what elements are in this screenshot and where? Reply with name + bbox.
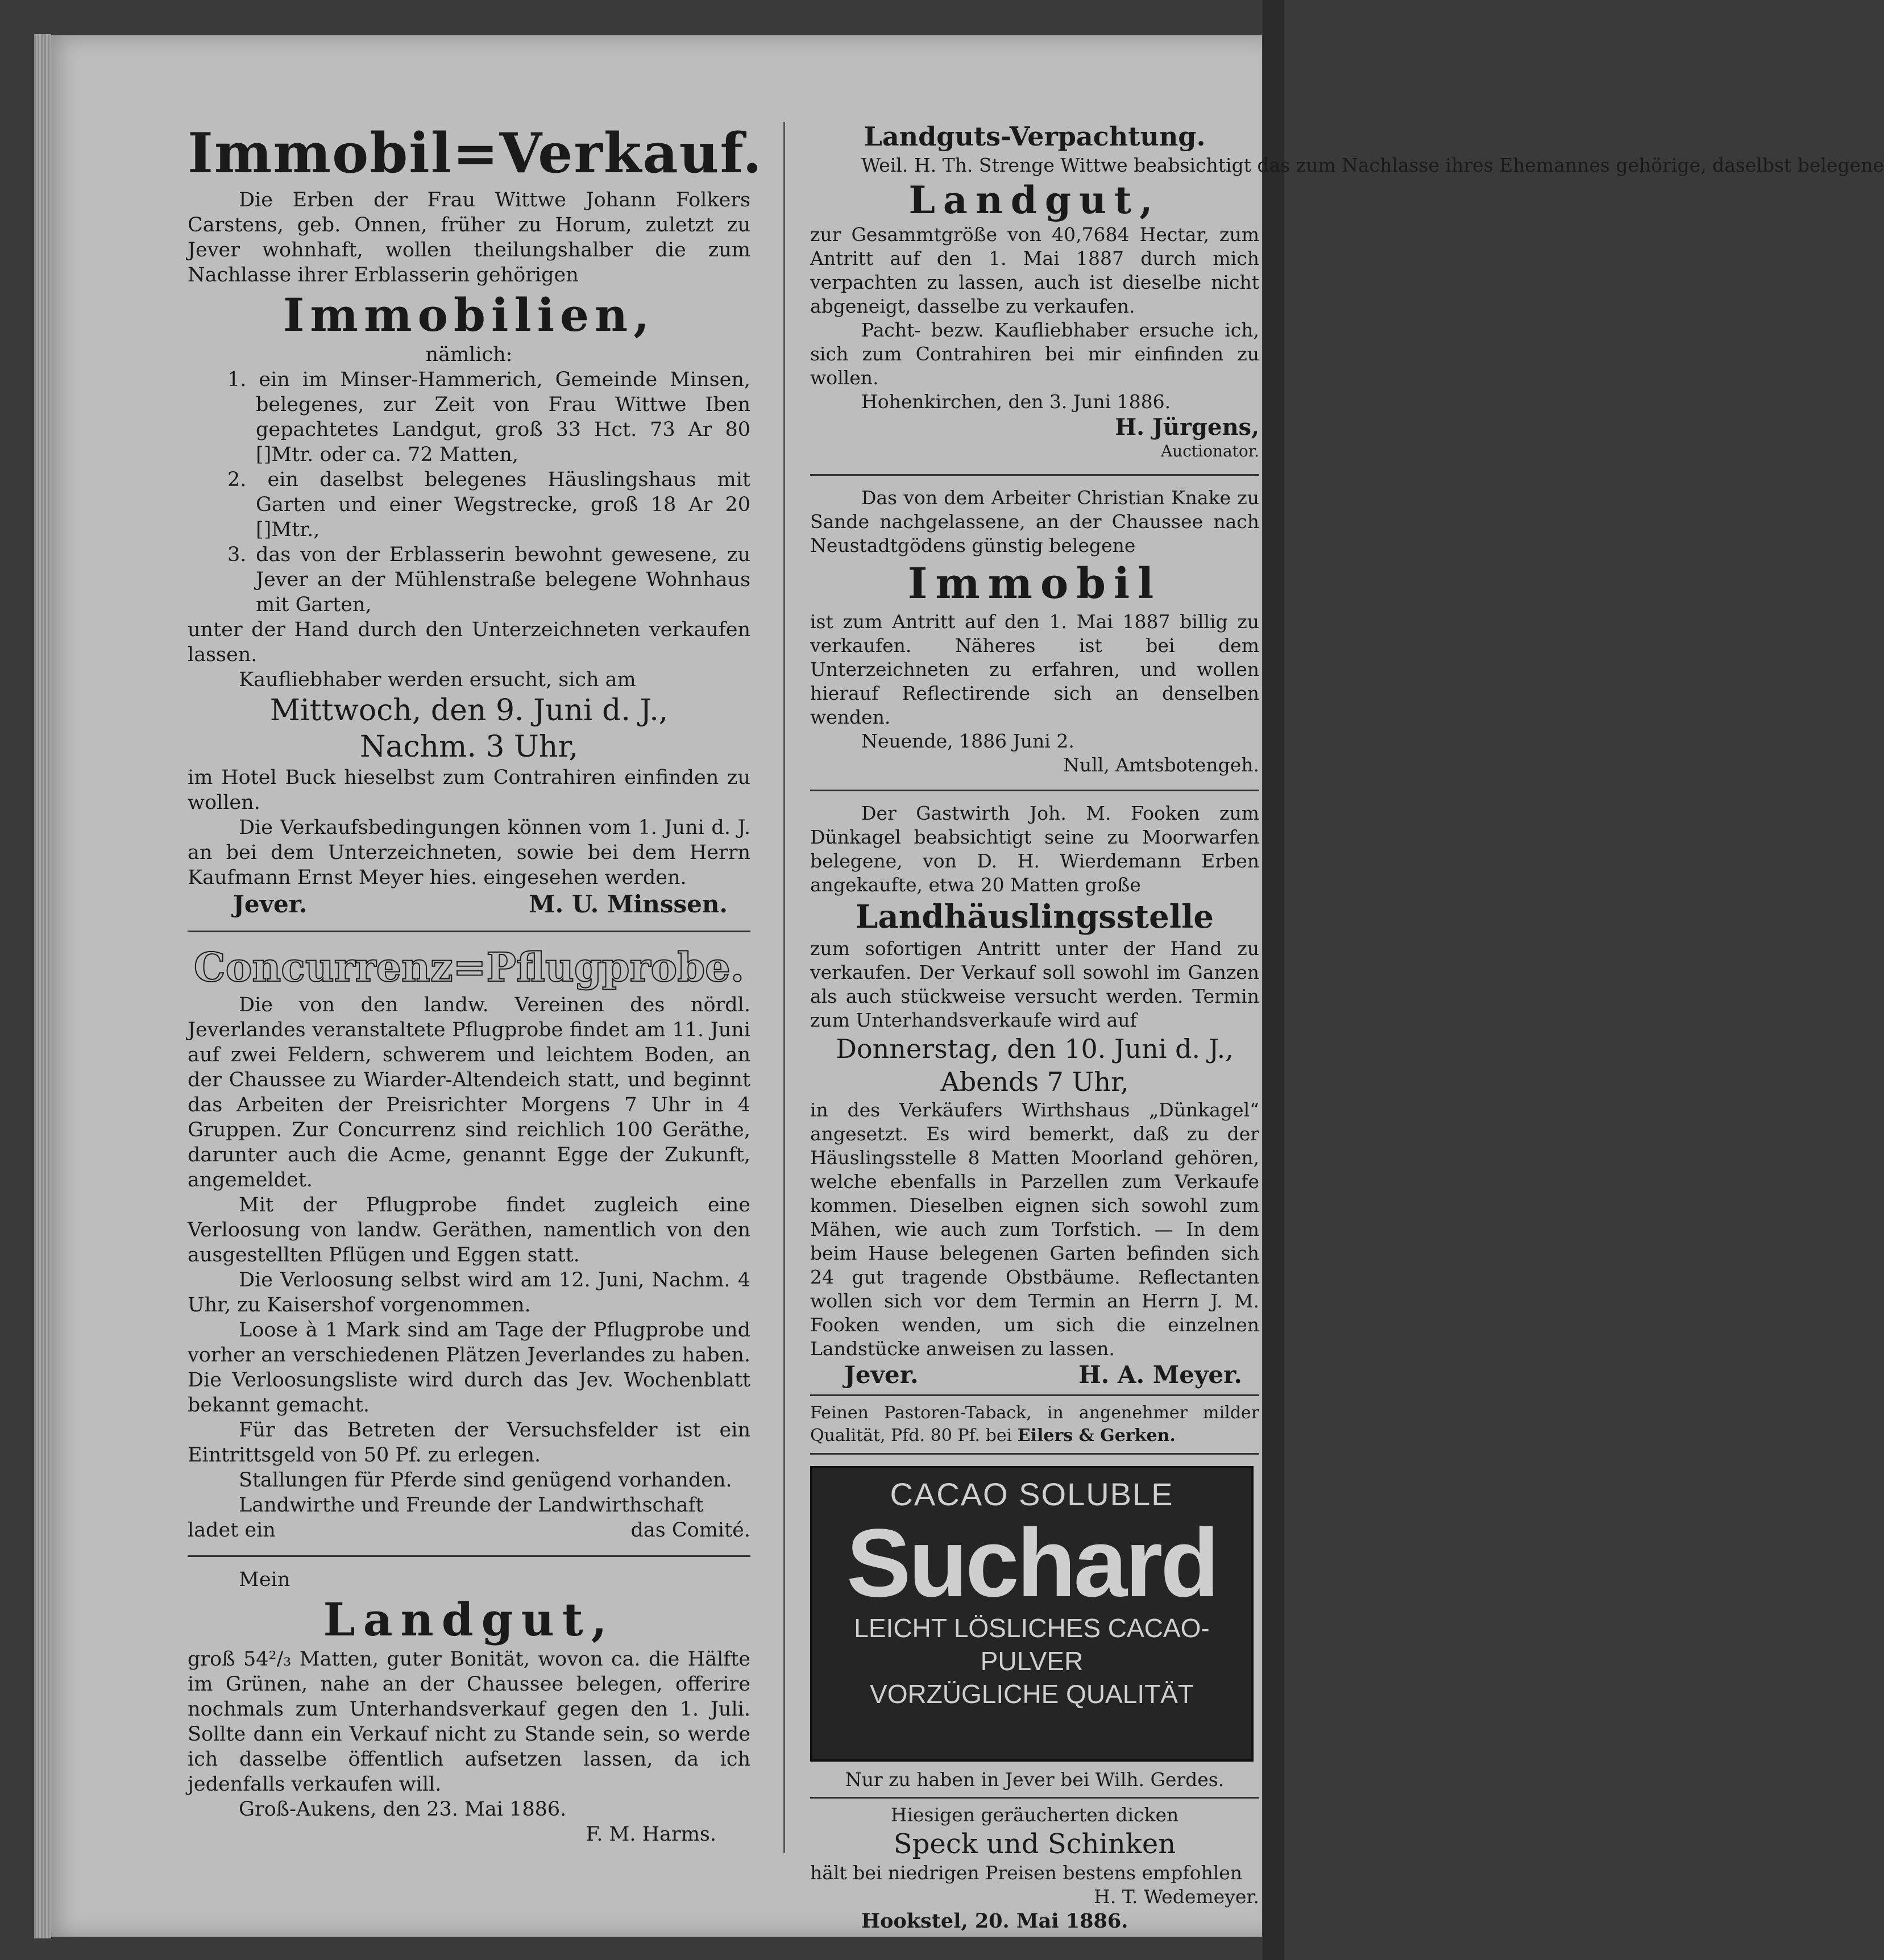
fooken-time: Abends 7 Uhr, — [940, 1066, 1129, 1097]
signature-row — [188, 890, 750, 918]
ad-leicht-loesliches: LEICHT LÖSLICHES CACAO-PULVER — [854, 1613, 1210, 1676]
section-rule — [810, 1394, 1259, 1396]
section-rule — [810, 1453, 1259, 1455]
fooken-body2: in des Verkäufers Wirthshaus „Dünkagel“ angesetzt. Es wird bemerkt, daß zu der Häuslingsstelle 8 Matten Moorland gehören, welche ebenfalls in Parzellen zum Verkaufe kommen. Dieselben eignen sich sowohl zum Mähen, wie auch zum Torfstich. — In dem beim Hause belegenen Garten befinden sich 24 gut tragende Obstbäume. Reflectanten wollen sich vor dem Termin an Herrn J. M. Fooken wenden, um sich die einzelnen Landstücke anweisen zu lassen. — [810, 1099, 1259, 1360]
property-list — [188, 367, 750, 617]
speck-intro: Hiesigen geräucherten dicken — [890, 1804, 1179, 1826]
mein-label: Mein — [239, 1568, 291, 1591]
immobil-verkauf-title: Immobil=Verkauf. — [188, 121, 763, 185]
landgut-body: groß 54²/₃ Matten, guter Bonität, wovon ca. die Hälfte im Grünen, nahe an der Chaussee belegen, offerire nochmals zum Unterhandsverkauf gegen den 1. Juli. Sollte dann ein Verkauf nicht zu Stande sein, so werde ich dasselbe öffentlich aufsetzen lassen, da ich jedenfalls verkaufen will. — [188, 1648, 750, 1796]
fooken-intro: Der Gastwirth Joh. M. Fooken zum Dünkagel beabsichtigt seine zu Moorwarfen belegene, von D. H. Wierdemann Erben angekaufte, etwa 20 Matten große — [810, 802, 1259, 896]
verpachtung-para: Pacht- bezw. Kaufliebhaber ersuche ich, sich zum Contrahiren bei mir einfinden zu wollen. — [810, 319, 1259, 389]
landhaeuslingsstelle-heading: Landhäuslingsstelle — [856, 898, 1214, 936]
comite: das Comité. — [630, 1519, 750, 1542]
speck-body: hält bei niedrigen Preisen bestens empfohlen — [810, 1862, 1243, 1884]
property-item: 1. ein im Minser-Hammerich, Gemeinde Minsen, belegenes, zur Zeit von Frau Wittwe Iben gepachtetes Landgut, groß 33 Hct. 73 Ar 80 []Mtr. oder ca. 72 Matten, — [227, 368, 750, 466]
knake-signature: Null, Amtsbotengeh. — [1063, 754, 1259, 776]
fooken-signature-row — [810, 1361, 1259, 1389]
landgut-heading: Landgut, — [323, 1593, 615, 1646]
pflugprobe-para: Die von den landw. Vereinen des nördl. Jeverlandes veranstaltete Pflugprobe findet am 11. Juni auf zwei Feldern, schwerem und leichtem Boden, an der Chaussee zu Wiarder-Altendeich statt, und beginnt das Arbeiten der Preisrichter Morgens 7 Uhr in 4 Gruppen. Zur Concurrenz sind reichlich 100 Geräthe, darunter auch die Acme, genannt Egge der Zukunft, angemeldet. — [188, 994, 750, 1191]
section-rule — [810, 790, 1259, 791]
ad-cacao-soluble: CACAO SOLUBLE — [890, 1476, 1174, 1512]
tabak-text: Feinen Pastoren-Taback, in angenehmer milder Qualität, Pfd. 80 Pf. bei — [810, 1403, 1259, 1446]
section-rule — [810, 1797, 1259, 1799]
pflugprobe-title: Concurrenz=Pflugprobe. — [193, 944, 745, 991]
verpachtung-date: Hohenkirchen, den 3. Juni 1886. — [861, 391, 1171, 413]
verpachtung-signature: H. Jürgens, — [1115, 414, 1259, 441]
tabak-seller: Eilers & Gerken. — [1017, 1426, 1176, 1446]
suchard-advertisement — [810, 1466, 1254, 1762]
pflugprobe-closing — [188, 1518, 750, 1543]
signature-name: M. U. Minssen. — [529, 890, 728, 918]
pflugprobe-para: Mit der Pflugprobe findet zugleich eine Verloosung von landw. Geräthen, namentlich von den ausgestellten Pflügen und Eggen statt. — [188, 1194, 750, 1266]
speck-date: Hookstel, 20. Mai 1886. — [861, 1909, 1128, 1933]
knake-intro: Das von dem Arbeiter Christian Knake zu Sande nachgelassene, an der Chaussee nach Neustadtgödens günstig belegene — [810, 487, 1259, 557]
immobil-body: unter der Hand durch den Unterzeichneten verkaufen lassen. — [188, 618, 750, 666]
verpachtung-body: zur Gesammtgröße von 40,7684 Hectar, zum Antritt auf den 1. Mai 1887 durch mich verpachten zu lassen, auch ist dieselbe nicht abgeneigt, dasselbe zu verkaufen. — [810, 223, 1259, 317]
section-rule — [188, 1555, 750, 1557]
verpachtung-role: Auctionator. — [1160, 442, 1259, 460]
immobil-heading: Immobil — [907, 559, 1162, 608]
immobilien-heading: Immobilien, — [283, 288, 655, 342]
left-column — [188, 119, 763, 1847]
auction-date: Mittwoch, den 9. Juni d. J., — [269, 694, 669, 728]
section-rule — [810, 474, 1259, 476]
column-divider — [783, 122, 785, 1853]
fooken-body: zum sofortigen Antritt unter der Hand zu verkaufen. Der Verkauf soll sowohl im Ganzen als auch stückweise versucht werden. Termin zum Unterhandsverkaufe wird auf — [810, 937, 1259, 1031]
knake-date: Neuende, 1886 Juni 2. — [861, 730, 1074, 752]
tabak-ad — [810, 1402, 1259, 1447]
verpachtung-title: Landguts-Verpachtung. — [864, 121, 1206, 152]
pflugprobe-para: Landwirthe und Freunde der Landwirthschaft — [239, 1494, 704, 1517]
auction-time: Nachm. 3 Uhr, — [359, 730, 579, 764]
naemlich: nämlich: — [425, 343, 513, 366]
right-column — [810, 119, 1884, 1934]
landgut-date: Groß-Aukens, den 23. Mai 1886. — [239, 1798, 567, 1821]
ad-suchard-logo: Suchard — [846, 1509, 1218, 1617]
kaufliebhaber-intro: Kaufliebhaber werden ersucht, sich am — [239, 668, 636, 691]
property-item: 3. das von der Erblasserin bewohnt gewesene, zu Jever an der Mühlenstraße belegene Wohnhaus mit Garten, — [227, 543, 750, 616]
immobil-intro: Die Erben der Frau Wittwe Johann Folkers Carstens, geb. Onnen, früher zu Horum, zuletzt zu Jever wohnhaft, wollen theilungshalber die zum Nachlasse ihrer Erblasserin gehörigen — [188, 189, 750, 286]
property-item: 2. ein daselbst belegenes Häuslingshaus mit Garten und einer Wegstrecke, groß 18 Ar 20 []Mtr., — [227, 468, 750, 541]
pflugprobe-para: Loose à 1 Mark sind am Tage der Pflugprobe und vorher an verschiedenen Plätzen Jeverlandes zu haben. Die Verloosungsliste wird durch das Jev. Wochenblatt bekannt gemacht. — [188, 1319, 750, 1417]
ad-sold-at: Nur zu haben in Jever bei Wilh. Gerdes. — [845, 1768, 1225, 1791]
pflugprobe-para: Für das Betreten der Versuchsfelder ist ein Eintrittsgeld von 50 Pf. zu erlegen. — [188, 1419, 750, 1467]
knake-body: ist zum Antritt auf den 1. Mai 1887 billig zu verkaufen. Näheres ist bei dem Unterzeichneten zu erfahren, und wollen hierauf Reflectirende sich an denselben wenden. — [810, 611, 1259, 728]
hotel-text: im Hotel Buck hieselbst zum Contrahiren einfinden zu wollen. — [188, 766, 750, 814]
ad-vorzuegliche-qualitaet: VORZÜGLICHE QUALITÄT — [870, 1679, 1194, 1709]
verpachtung-intro: Weil. H. Th. Strenge Wittwe beabsichtigt das zum Nachlasse ihres Ehemannes gehörige, daselbst belegene — [861, 154, 1884, 176]
signature-place: Jever. — [233, 890, 308, 918]
fooken-signature: H. A. Meyer. — [1078, 1361, 1242, 1389]
page-edge — [34, 34, 51, 1938]
speck-heading: Speck und Schinken — [893, 1828, 1176, 1860]
pflugprobe-para: Stallungen für Pferde sind genügend vorhanden. — [239, 1469, 732, 1492]
fooken-place: Jever. — [844, 1361, 919, 1389]
section-rule — [188, 931, 750, 932]
bedingungen-text: Die Verkaufsbedingungen können vom 1. Juni d. J. an bei dem Unterzeichneten, sowie bei dem Herrn Kaufmann Ernst Meyer hies. eingesehen werden. — [188, 816, 750, 889]
landgut-signature: F. M. Harms. — [586, 1823, 716, 1846]
ladet-ein: ladet ein — [188, 1519, 276, 1542]
verpachtung-landgut: Landgut, — [908, 178, 1161, 222]
pflugprobe-para: Die Verloosung selbst wird am 12. Juni, Nachm. 4 Uhr, zu Kaisershof vorgenommen. — [188, 1269, 750, 1317]
fooken-date: Donnerstag, den 10. Juni d. J., — [836, 1033, 1234, 1064]
scan-border — [1263, 0, 1284, 1960]
speck-signature: H. T. Wedemeyer. — [1094, 1886, 1259, 1908]
